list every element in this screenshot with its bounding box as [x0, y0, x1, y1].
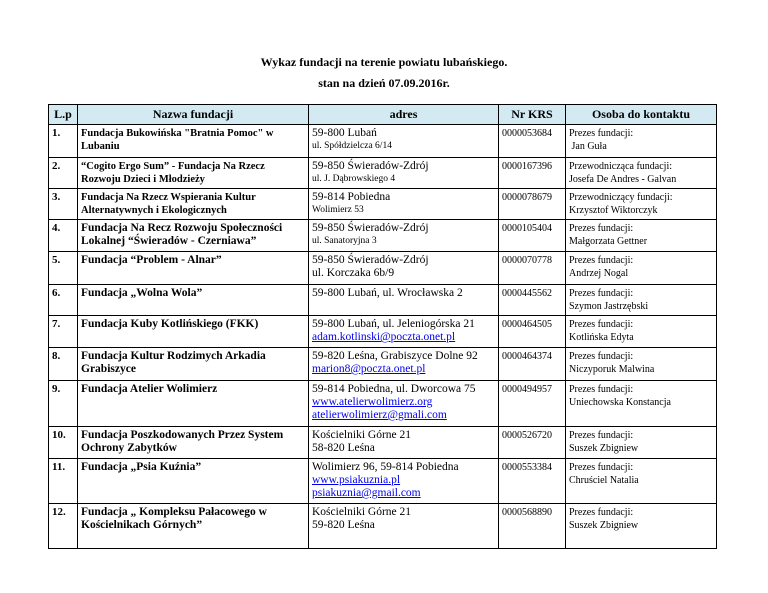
contact-person — [566, 348, 717, 381]
row-number: 2. — [49, 158, 78, 189]
foundation-address — [309, 427, 499, 459]
contact-name: Andrzej Nogal — [569, 268, 629, 279]
foundation-name-text: Fundacja Na Rzecz Wspierania Kultur Alternatywnych i Ekologicznych — [81, 192, 256, 216]
foundation-name-text: Fundacja Na Recz Rozwoju Społeczności Lokalnej “Świeradów - Czerniawa” — [81, 222, 283, 247]
krs-number: 0000464374 — [499, 348, 566, 381]
contact-name: Suszek Zbigniew — [569, 443, 639, 454]
column-header-address: adres — [309, 105, 499, 125]
column-header-name: Nazwa fundacji — [78, 105, 309, 125]
row-number: 10. — [49, 427, 78, 459]
contact-role: Prezes fundacji: — [569, 288, 634, 299]
krs-number: 0000070778 — [499, 252, 566, 285]
foundation-name — [78, 252, 309, 285]
table-row — [49, 285, 717, 316]
foundation-name — [78, 189, 309, 220]
address-line: 59-850 Świeradów-Zdrój — [312, 254, 429, 266]
foundation-name — [78, 381, 309, 427]
address-line: 59-800 Lubań, ul. Wrocławska 2 — [312, 287, 463, 299]
column-header-krs: Nr KRS — [499, 105, 566, 125]
address-line: 59-820 Leśna — [312, 519, 375, 531]
contact-name: Chruściel Natalia — [569, 475, 639, 486]
address-line: 59-820 Leśna, Grabiszyce Dolne 92 — [312, 350, 478, 362]
foundation-name-text: Fundacja Atelier Wolimierz — [81, 383, 218, 395]
krs-number: 0000167396 — [499, 158, 566, 189]
contact-role: Prezes fundacji: — [569, 255, 634, 266]
table-row — [49, 381, 717, 427]
contact-role: Przewodnicząca fundacji: — [569, 161, 673, 172]
contact-person — [566, 504, 717, 549]
website-link[interactable]: www.atelierwolimierz.org — [312, 396, 433, 408]
foundation-address — [309, 189, 499, 220]
foundation-name — [78, 427, 309, 459]
website-link[interactable]: www.psiakuznia.pl — [312, 474, 401, 486]
address-line: Wolimierz 96, 59-814 Pobiedna — [312, 461, 459, 473]
table-row — [49, 348, 717, 381]
foundation-name-text: Fundacja „Wolna Wola” — [81, 287, 203, 299]
foundation-address — [309, 381, 499, 427]
address-line: 59-850 Świeradów-Zdrój — [312, 160, 429, 172]
foundation-name — [78, 125, 309, 158]
foundation-name-text: Fundacja Poszkodowanych Przez System Ochrony Zabytków — [81, 429, 284, 454]
address-line: Wolimierz 53 — [312, 205, 364, 215]
contact-name: Niczyporuk Malwina — [569, 364, 655, 375]
contact-name: Szymon Jastrzębski — [569, 301, 649, 312]
krs-number: 0000105404 — [499, 220, 566, 252]
address-line: ul. Sanatoryjna 3 — [312, 236, 377, 246]
contact-role: Przewodniczący fundacji: — [569, 192, 673, 203]
foundation-name-text: Fundacja „ Kompleksu Pałacowego w Kościelnikach Górnych” — [81, 506, 267, 531]
column-header-contact: Osoba do kontaktu — [566, 105, 717, 125]
foundation-name — [78, 348, 309, 381]
contact-person — [566, 427, 717, 459]
column-header-lp: L.p — [49, 105, 78, 125]
foundation-name-text: Fundacja Kuby Kotlińskiego (FKK) — [81, 318, 259, 330]
foundation-address — [309, 125, 499, 158]
contact-role: Prezes fundacji: — [569, 351, 634, 362]
contact-role: Prezes fundacji: — [569, 128, 634, 139]
contact-name: Suszek Zbigniew — [569, 520, 639, 531]
contact-person — [566, 158, 717, 189]
contact-person — [566, 459, 717, 504]
row-number: 11. — [49, 459, 78, 504]
row-number: 4. — [49, 220, 78, 252]
krs-number: 0000494957 — [499, 381, 566, 427]
contact-role: Prezes fundacji: — [569, 462, 634, 473]
contact-person — [566, 381, 717, 427]
contact-name: Małgorzata Gettner — [569, 236, 648, 247]
contact-role: Prezes fundacji: — [569, 319, 634, 330]
foundation-name-text: Fundacja Bukowińska "Bratnia Pomoc" w Lubaniu — [81, 128, 274, 152]
krs-number: 0000553384 — [499, 459, 566, 504]
address-line: Kościelniki Górne 21 — [312, 506, 412, 518]
foundation-name — [78, 285, 309, 316]
contact-person — [566, 285, 717, 316]
foundation-name-text: Fundacja “Problem - Alnar” — [81, 254, 222, 266]
address-line: ul. J. Dąbrowskiego 4 — [312, 174, 396, 184]
row-number: 7. — [49, 316, 78, 348]
table-row — [49, 252, 717, 285]
address-line: 59-800 Lubań — [312, 127, 377, 139]
table-header-row — [49, 105, 717, 125]
address-line: ul. Korczaka 6b/9 — [312, 267, 395, 279]
address-line: 59-800 Lubań, ul. Jeleniogórska 21 — [312, 318, 475, 330]
krs-number: 0000526720 — [499, 427, 566, 459]
table-row — [49, 125, 717, 158]
foundation-address — [309, 252, 499, 285]
table-row — [49, 316, 717, 348]
krs-number: 0000078679 — [499, 189, 566, 220]
email-link[interactable]: adam.kotlinski@poczta.onet.pl — [312, 331, 456, 343]
table-row — [49, 220, 717, 252]
address-line: 59-850 Świeradów-Zdrój — [312, 222, 429, 234]
krs-number: 0000445562 — [499, 285, 566, 316]
foundation-address — [309, 504, 499, 549]
contact-name: Josefa De Andres - Galvan — [569, 174, 677, 185]
address-line: 58-820 Leśna — [312, 442, 375, 454]
email-link[interactable]: marion8@poczta.onet.pl — [312, 363, 426, 375]
foundation-address — [309, 316, 499, 348]
table-row — [49, 158, 717, 189]
contact-person — [566, 316, 717, 348]
foundation-name — [78, 504, 309, 549]
document-title: Wykaz fundacji na terenie powiatu lubańskiego. — [260, 55, 508, 69]
foundation-name-text: Fundacja „Psia Kuźnia” — [81, 461, 202, 473]
row-number: 6. — [49, 285, 78, 316]
table-row — [49, 427, 717, 459]
address-line: Kościelniki Górne 21 — [312, 429, 412, 441]
foundation-name — [78, 316, 309, 348]
foundation-address — [309, 285, 499, 316]
address-line: 59-814 Pobiedna — [312, 191, 391, 203]
contact-person — [566, 220, 717, 252]
foundations-table — [48, 104, 717, 549]
row-number: 9. — [49, 381, 78, 427]
contact-person — [566, 125, 717, 158]
address-line: 59-814 Pobiedna, ul. Dworcowa 75 — [312, 383, 476, 395]
row-number: 8. — [49, 348, 78, 381]
row-number: 5. — [49, 252, 78, 285]
contact-role: Prezes fundacji: — [569, 384, 634, 395]
contact-person — [566, 252, 717, 285]
row-number: 3. — [49, 189, 78, 220]
document-date: stan na dzień 07.09.2016r. — [318, 76, 450, 90]
contact-role: Prezes fundacji: — [569, 223, 634, 234]
foundation-name — [78, 220, 309, 252]
foundation-name — [78, 158, 309, 189]
contact-role: Prezes fundacji: — [569, 507, 634, 518]
contact-name: Krzysztof Wiktorczyk — [569, 205, 658, 216]
contact-role: Prezes fundacji: — [569, 430, 634, 441]
contact-name: Uniechowska Konstancja — [569, 397, 671, 408]
krs-number: 0000053684 — [499, 125, 566, 158]
krs-number: 0000568890 — [499, 504, 566, 549]
krs-number: 0000464505 — [499, 316, 566, 348]
foundation-name-text: Fundacja Kultur Rodzimych Arkadia Grabiszyce — [81, 350, 266, 375]
email-link[interactable]: atelierwolimierz@gmali.com — [312, 409, 447, 421]
foundation-address — [309, 348, 499, 381]
row-number: 1. — [49, 125, 78, 158]
row-number: 12. — [49, 504, 78, 549]
table-row — [49, 504, 717, 549]
foundation-name-text: “Cogito Ergo Sum” - Fundacja Na Rzecz Rozwoju Dzieci i Młodzieży — [81, 161, 265, 185]
foundation-address — [309, 220, 499, 252]
contact-person — [566, 189, 717, 220]
contact-name: Kotlińska Edyta — [569, 332, 634, 343]
email-link[interactable]: psiakuznia@gmail.com — [312, 487, 421, 499]
table-row — [49, 459, 717, 504]
foundation-address — [309, 158, 499, 189]
foundation-address — [309, 459, 499, 504]
table-row — [49, 189, 717, 220]
contact-name: Jan Guła — [569, 141, 607, 152]
foundation-name — [78, 459, 309, 504]
address-line: ul. Spółdzielcza 6/14 — [312, 141, 392, 151]
